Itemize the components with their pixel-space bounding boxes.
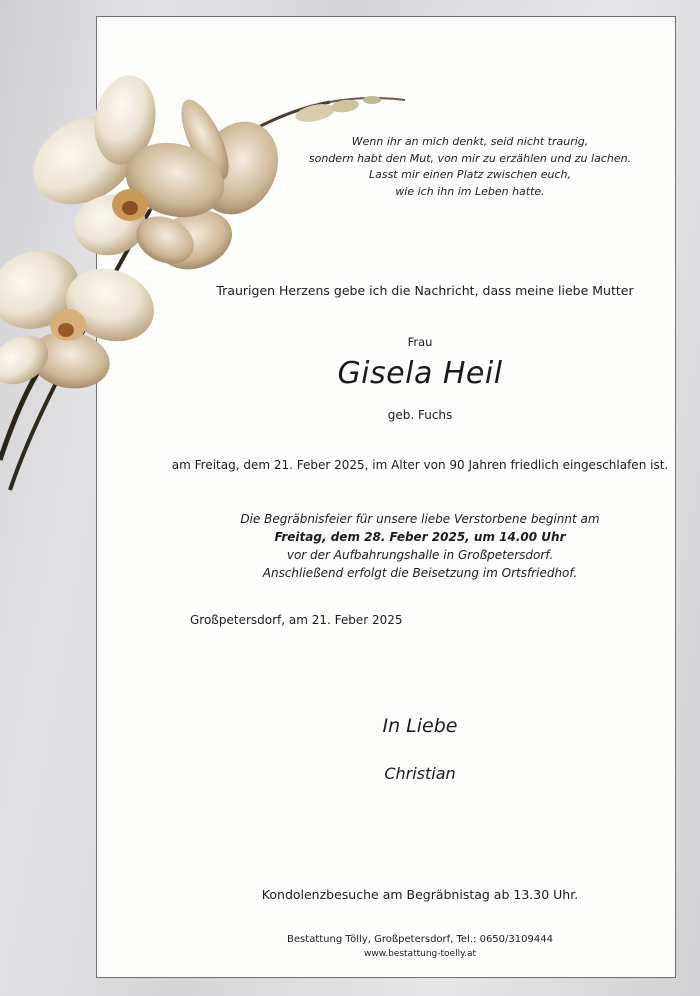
- poem-line: sondern habt den Mut, von mir zu erzählen und zu lachen.: [308, 151, 632, 165]
- condolence-note: Kondolenzbesuche am Begräbnistag ab 13.30 Uhr.: [261, 887, 579, 902]
- salutation: Frau: [407, 335, 433, 349]
- funeral-intro: Die Begräbnisfeier für unsere liebe Verstorbene beginnt am: [240, 512, 600, 526]
- death-notice: am Freitag, dem 21. Feber 2025, im Alter von 90 Jahren friedlich eingeschlafen ist.: [171, 458, 669, 472]
- poem-line: wie ich ihn im Leben hatte.: [395, 184, 545, 198]
- poem-line: Wenn ihr an mich denkt, seid nicht traurig,: [351, 135, 589, 148]
- closing-phrase: In Liebe: [382, 715, 458, 737]
- burial-note: Anschließend erfolgt die Beisetzung im Ortsfriedhof.: [262, 566, 578, 580]
- funeral-location: vor der Aufbahrungshalle in Großpetersdorf.: [286, 548, 554, 562]
- memorial-poem: [300, 134, 640, 200]
- intro-text: Traurigen Herzens gebe ich die Nachricht, dass meine liebe Mutter: [216, 283, 634, 298]
- funeral-details: [200, 510, 640, 582]
- poem-line: Lasst mir einen Platz zwischen euch,: [368, 168, 572, 181]
- signer-name: Christian: [384, 764, 456, 783]
- deceased-name: Gisela Heil: [337, 356, 503, 391]
- place-date: Großpetersdorf, am 21. Feber 2025: [190, 613, 403, 627]
- undertaker-contact: Bestattung Tölly, Großpetersdorf, Tel.: 0650/3109444: [287, 934, 553, 945]
- undertaker-website: www.bestattung-toelly.at: [363, 949, 477, 959]
- funeral-date-time: Freitag, dem 28. Feber 2025, um 14.00 Uhr: [274, 530, 566, 544]
- birth-name: geb. Fuchs: [387, 408, 453, 422]
- orchid-flower-image: [0, 40, 420, 500]
